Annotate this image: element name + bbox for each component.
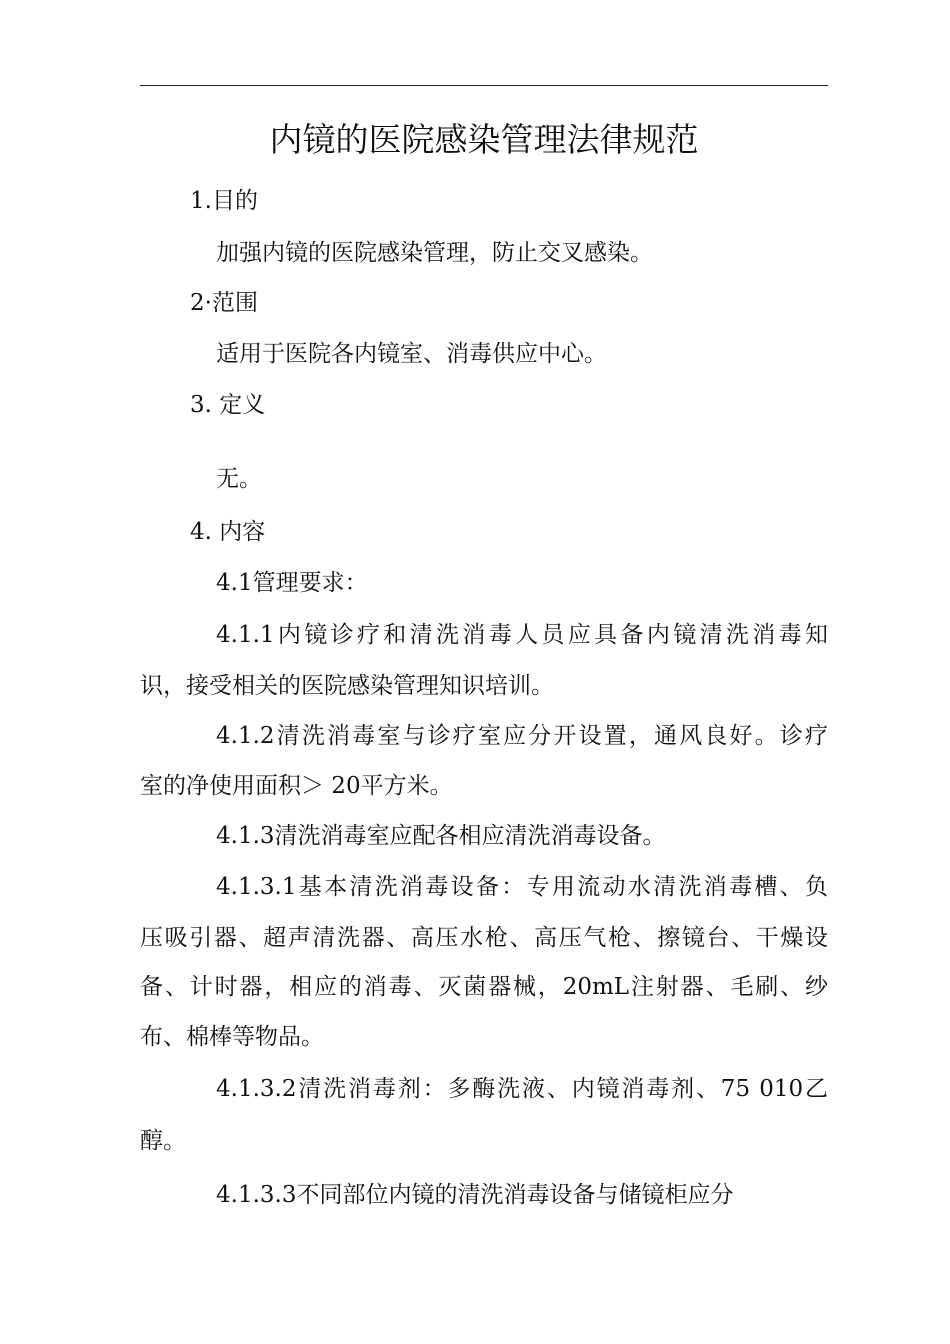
paragraph-4-1-3-1-line-1: 4.1.3.1基本清洗消毒设备：专用流动水清洗消毒槽、负 — [216, 874, 828, 900]
paragraph-4-1-2-line-1: 4.1.2清洗消毒室与诊疗室应分开设置，通风良好。诊疗 — [216, 723, 828, 749]
paragraph-4-1-3-2-line-1: 4.1.3.2清洗消毒剂：多酶洗液、内镜消毒剂、75 010乙 — [216, 1076, 828, 1102]
section-3-body: 无。 — [216, 466, 262, 492]
paragraph-4-1-3-2-line-2: 醇。 — [140, 1128, 186, 1154]
subsection-4-1-heading: 4.1管理要求： — [216, 570, 368, 596]
paragraph-4-1-3-1-line-3: 备、计时器，相应的消毒、灭菌器械，20mL注射器、毛刷、纱 — [140, 974, 828, 1000]
paragraph-4-1-1-line-2: 识，接受相关的医院感染管理知识培训。 — [140, 673, 554, 699]
section-2-body: 适用于医院各内镜室、消毒供应中心。 — [216, 341, 607, 367]
section-1-heading: 1.目的 — [190, 188, 258, 214]
section-2-heading: 2·范围 — [190, 290, 258, 316]
paragraph-4-1-2-line-2: 室的净使用面积＞ 20平方米。 — [140, 773, 453, 799]
section-3-heading: 3. 定义 — [190, 392, 266, 418]
paragraph-4-1-3-1-line-4: 布、棉棒等物品。 — [140, 1024, 324, 1050]
section-4-heading: 4. 内容 — [190, 519, 266, 545]
document-title: 内镜的医院感染管理法律规范 — [269, 120, 699, 159]
paragraph-4-1-3-3-line-1: 4.1.3.3不同部位内镜的清洗消毒设备与储镜柜应分 — [216, 1182, 734, 1208]
header-rule — [140, 85, 828, 86]
paragraph-4-1-3: 4.1.3清洗消毒室应配各相应清洗消毒设备。 — [216, 823, 666, 849]
paragraph-4-1-3-1-line-2: 压吸引器、超声清洗器、高压水枪、高压气枪、擦镜台、干燥设 — [140, 925, 828, 951]
paragraph-4-1-1-line-1: 4.1.1内镜诊疗和清洗消毒人员应具备内镜清洗消毒知 — [216, 622, 828, 648]
section-1-body: 加强内镜的医院感染管理，防止交叉感染。 — [216, 240, 653, 266]
